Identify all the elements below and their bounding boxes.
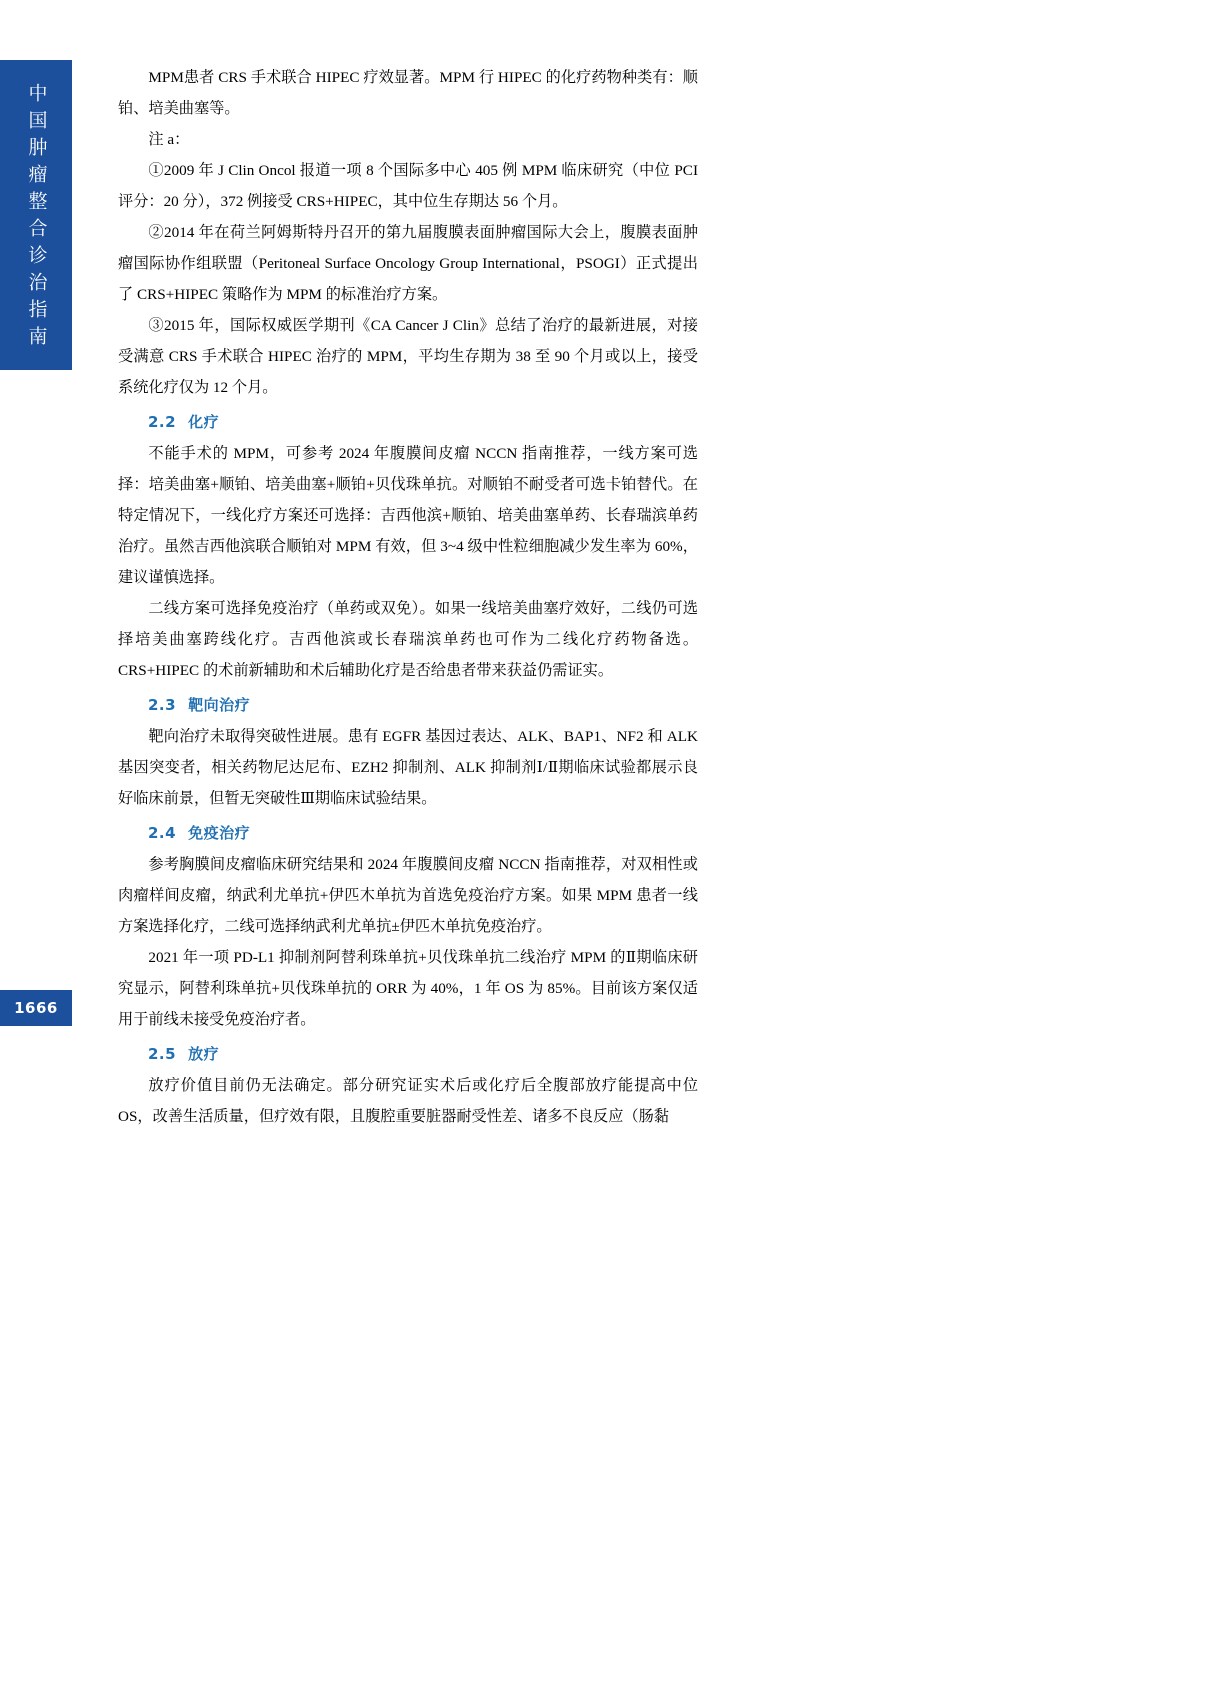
- paragraph: 不能手术的 MPM，可参考 2024 年腹膜间皮瘤 NCCN 指南推荐，一线方案可选择：培美曲塞+顺铂、培美曲塞+顺铂+贝伐珠单抗。对顺铂不耐受者可选卡铂替代。在特定情况下，一线化疗方案还可选择：吉西他滨+顺铂、培美曲塞单药、长春瑞滨单药治疗。虽然吉西他滨联合顺铂对 MPM 有效，但 3~4 级中性粒细胞减少发生率为 60%，建议谨慎选择。: [118, 445, 698, 586]
- section-number: 2.2: [148, 413, 177, 431]
- side-tab-label: 中国肿瘤整合诊治指南: [25, 83, 48, 353]
- paragraph-note-1: ①2009 年 J Clin Oncol 报道一项 8 个国际多中心 405 例 MPM 临床研究（中位 PCI 评分：20 分），372 例接受 CRS+HIPEC，其中位生存期达 56 个月。: [118, 162, 698, 210]
- section-title: 免疫治疗: [188, 824, 251, 842]
- paragraph: 参考胸膜间皮瘤临床研究结果和 2024 年腹膜间皮瘤 NCCN 指南推荐，对双相性或肉瘤样间皮瘤，纳武利尤单抗+伊匹木单抗为首选免疫治疗方案。如果 MPM 患者一线方案选择化疗，二线可选择纳武利尤单抗±伊匹木单抗免疫治疗。: [118, 856, 698, 935]
- side-tab-book-title: [0, 60, 72, 370]
- page-number: 1666: [0, 990, 72, 1026]
- section-heading-2-5: [118, 1039, 698, 1070]
- section-number: 2.3: [148, 696, 177, 714]
- section-number: 2.5: [148, 1045, 177, 1063]
- page-content: [118, 62, 698, 1132]
- section-heading-2-4: [118, 818, 698, 849]
- paragraph: 二线方案可选择免疫治疗（单药或双免）。如果一线培美曲塞疗效好，二线仍可选择培美曲塞跨线化疗。吉西他滨或长春瑞滨单药也可作为二线化疗药物备选。CRS+HIPEC 的术前新辅助和术后辅助化疗是否给患者带来获益仍需证实。: [118, 600, 698, 679]
- paragraph-note-2: ②2014 年在荷兰阿姆斯特丹召开的第九届腹膜表面肿瘤国际大会上，腹膜表面肿瘤国际协作组联盟（Peritoneal Surface Oncology Group International，PSOGI）正式提出了 CRS+HIPEC 策略作为 MPM 的标准治疗方案。: [118, 224, 698, 303]
- section-title: 化疗: [188, 413, 220, 431]
- section-heading-2-3: [118, 690, 698, 721]
- paragraph: 放疗价值目前仍无法确定。部分研究证实术后或化疗后全腹部放疗能提高中位 OS，改善生活质量，但疗效有限，且腹腔重要脏器耐受性差、诸多不良反应（肠黏: [118, 1077, 698, 1125]
- section-title: 靶向治疗: [188, 696, 251, 714]
- section-heading-2-2: [118, 407, 698, 438]
- paragraph: 靶向治疗未取得突破性进展。患有 EGFR 基因过表达、ALK、BAP1、NF2 和 ALK 基因突变者，相关药物尼达尼布、EZH2 抑制剂、ALK 抑制剂Ⅰ/Ⅱ期临床试验都展示良好临床前景，但暂无突破性Ⅲ期临床试验结果。: [118, 728, 698, 807]
- paragraph: 2021 年一项 PD-L1 抑制剂阿替利珠单抗+贝伐珠单抗二线治疗 MPM 的Ⅱ期临床研究显示，阿替利珠单抗+贝伐珠单抗的 ORR 为 40%，1 年 OS 为 85%。目前该方案仅适用于前线未接受免疫治疗者。: [118, 949, 698, 1028]
- section-title: 放疗: [188, 1045, 220, 1063]
- section-number: 2.4: [148, 824, 177, 842]
- paragraph: MPM患者 CRS 手术联合 HIPEC 疗效显著。MPM 行 HIPEC 的化疗药物种类有：顺铂、培美曲塞等。: [118, 69, 698, 117]
- paragraph-note-label: 注 a：: [148, 131, 190, 148]
- paragraph-note-3: ③2015 年，国际权威医学期刊《CA Cancer J Clin》总结了治疗的最新进展，对接受满意 CRS 手术联合 HIPEC 治疗的 MPM，平均生存期为 38 至 90 个月或以上，接受系统化疗仅为 12 个月。: [118, 317, 698, 396]
